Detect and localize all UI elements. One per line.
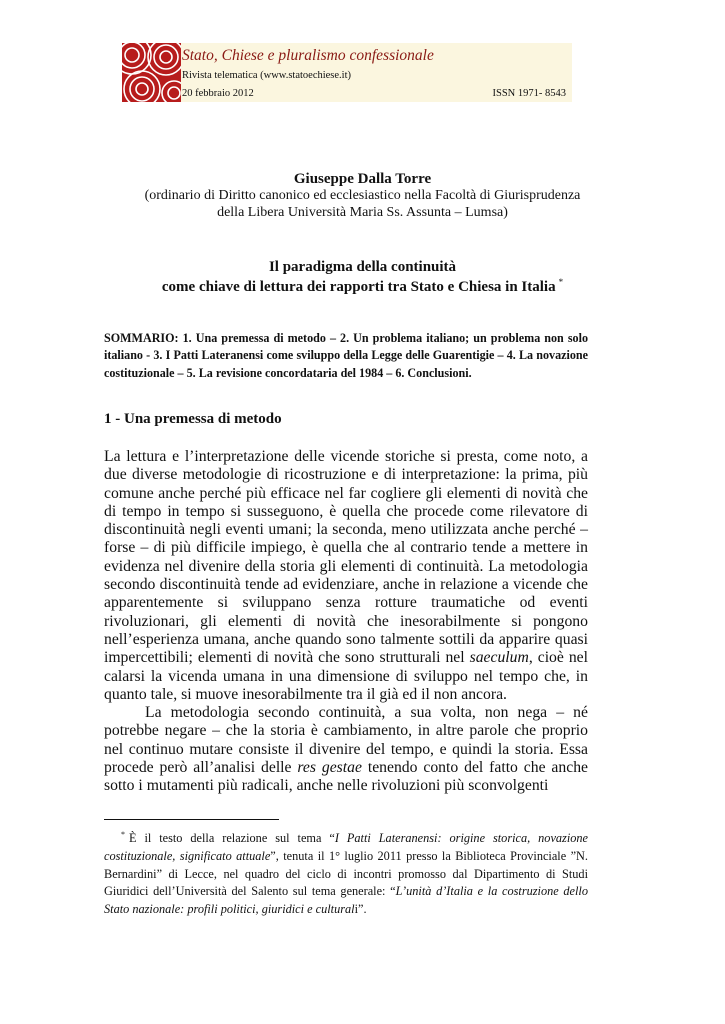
footnote-italic-1: I Patti Lateranensi: origine storica, novazione costituzionale, significato attuale bbox=[104, 831, 589, 863]
journal-logo bbox=[122, 43, 181, 102]
paragraph-1-text-a: La lettura e l’interpretazione delle vicende storiche si presta, come noto, a due diverse metodologie di ricostruzione e di interpretazione: la prima, più comune anche perché più efficace nel far cogliere gli elementi di novità che di tempo in tempo si susseguono, è quella che procede come rilevatore di discontinuità negli eventi umani; la seconda, meno utilizzata anche perché – forse – di più difficile impiego, è quella che al contrario tende a mettere in evidenza nel divenire della storia gli elementi di continuità. La metodologia secondo discontinuità tende ad evidenziare, anche in relazione a vicende che apparentemente si sviluppano senza rotture traumatiche od eventi rivoluzionari, gli elementi di novità che inesorabilmente si pongono nell’esperienza umana, anche quando sono talmente sottili da apparire quasi impercettibili; elementi di novità che sono strutturali nel bbox=[104, 448, 588, 667]
paper-title-line2-text: come chiave di lettura dei rapporti tra Stato e Chiesa in Italia bbox=[161, 279, 556, 295]
paper-title-line2 bbox=[0, 277, 725, 296]
paragraph-2-italic: res gestae bbox=[297, 759, 362, 777]
journal-title: Stato, Chiese e pluralismo confessionale bbox=[182, 47, 434, 64]
paragraph-1 bbox=[104, 448, 588, 704]
journal-issn: ISSN 1971- 8543 bbox=[492, 88, 566, 99]
paragraph-2-text-a: La metodologia secondo continuità, a sua volta, non nega – né potrebbe negare – che la storia è cambiamento, in altre parole che proprio nel continuo mutare consiste il divenire del tempo, e quindi la storia. Essa procede però all’analisi delle bbox=[104, 704, 588, 777]
paragraph-2-text-b: tenendo conto del fatto che anche sotto i mutamenti più radicali, anche nelle rivoluzioni più sconvolgenti bbox=[104, 759, 589, 795]
body-text bbox=[104, 448, 588, 796]
author-affiliation-line1: (ordinario di Diritto canonico ed ecclesiastico nella Facoltà di Giurisprudenza bbox=[144, 188, 581, 203]
section-heading: 1 - Una premessa di metodo bbox=[104, 411, 282, 427]
journal-header bbox=[122, 43, 572, 102]
footnote-text-3: i”. bbox=[354, 902, 367, 917]
author-name: Giuseppe Dalla Torre bbox=[293, 171, 432, 187]
footnote-divider bbox=[104, 819, 279, 820]
paragraph-2 bbox=[104, 704, 588, 795]
footnote bbox=[104, 826, 588, 919]
journal-date: 20 febbraio 2012 bbox=[182, 88, 254, 99]
paper-title-line1: Il paradigma della continuità bbox=[268, 259, 457, 275]
summary: SOMMARIO: 1. Una premessa di metodo – 2. Un problema italiano; un problema non solo italiano - 3. I Patti Lateranensi come sviluppo della Legge delle Guarentigie – 4. La novazione costituzionale – 5. La revisione concordataria del 1984 – 6. Conclusioni. bbox=[104, 331, 588, 380]
paragraph-1-italic: saeculum bbox=[469, 649, 529, 667]
author-affiliation-line2: della Libera Università Maria Ss. Assunta – Lumsa) bbox=[217, 205, 508, 220]
footnote-text-1: È il testo della relazione sul tema “ bbox=[129, 831, 335, 846]
footnote-italic-2: L’unità d’Italia e la costruzione dello Stato nazionale: profili politici, giuridici e cultural bbox=[104, 884, 588, 917]
paragraph-1-text-b: , cioè nel calarsi la vicenda umana in una dimensione di sviluppo nel tempo che, in quanto tale, si muove inesorabilmente tra il già ed il non ancora. bbox=[104, 649, 588, 703]
title-footnote-mark: * bbox=[558, 277, 564, 287]
footnote-text-2: ”, tenuta il 1° luglio 2011 presso la Biblioteca Provinciale ”N. Bernardini” di Lecce, nel quadro del ciclo di incontri promosso dal Dipartimento di Studi Giuridici dell’Università del Salento sul tema generale: “ bbox=[104, 848, 588, 899]
footnote-mark: * bbox=[121, 830, 125, 839]
journal-subtitle: Rivista telematica (www.statoechiese.it) bbox=[182, 70, 352, 81]
